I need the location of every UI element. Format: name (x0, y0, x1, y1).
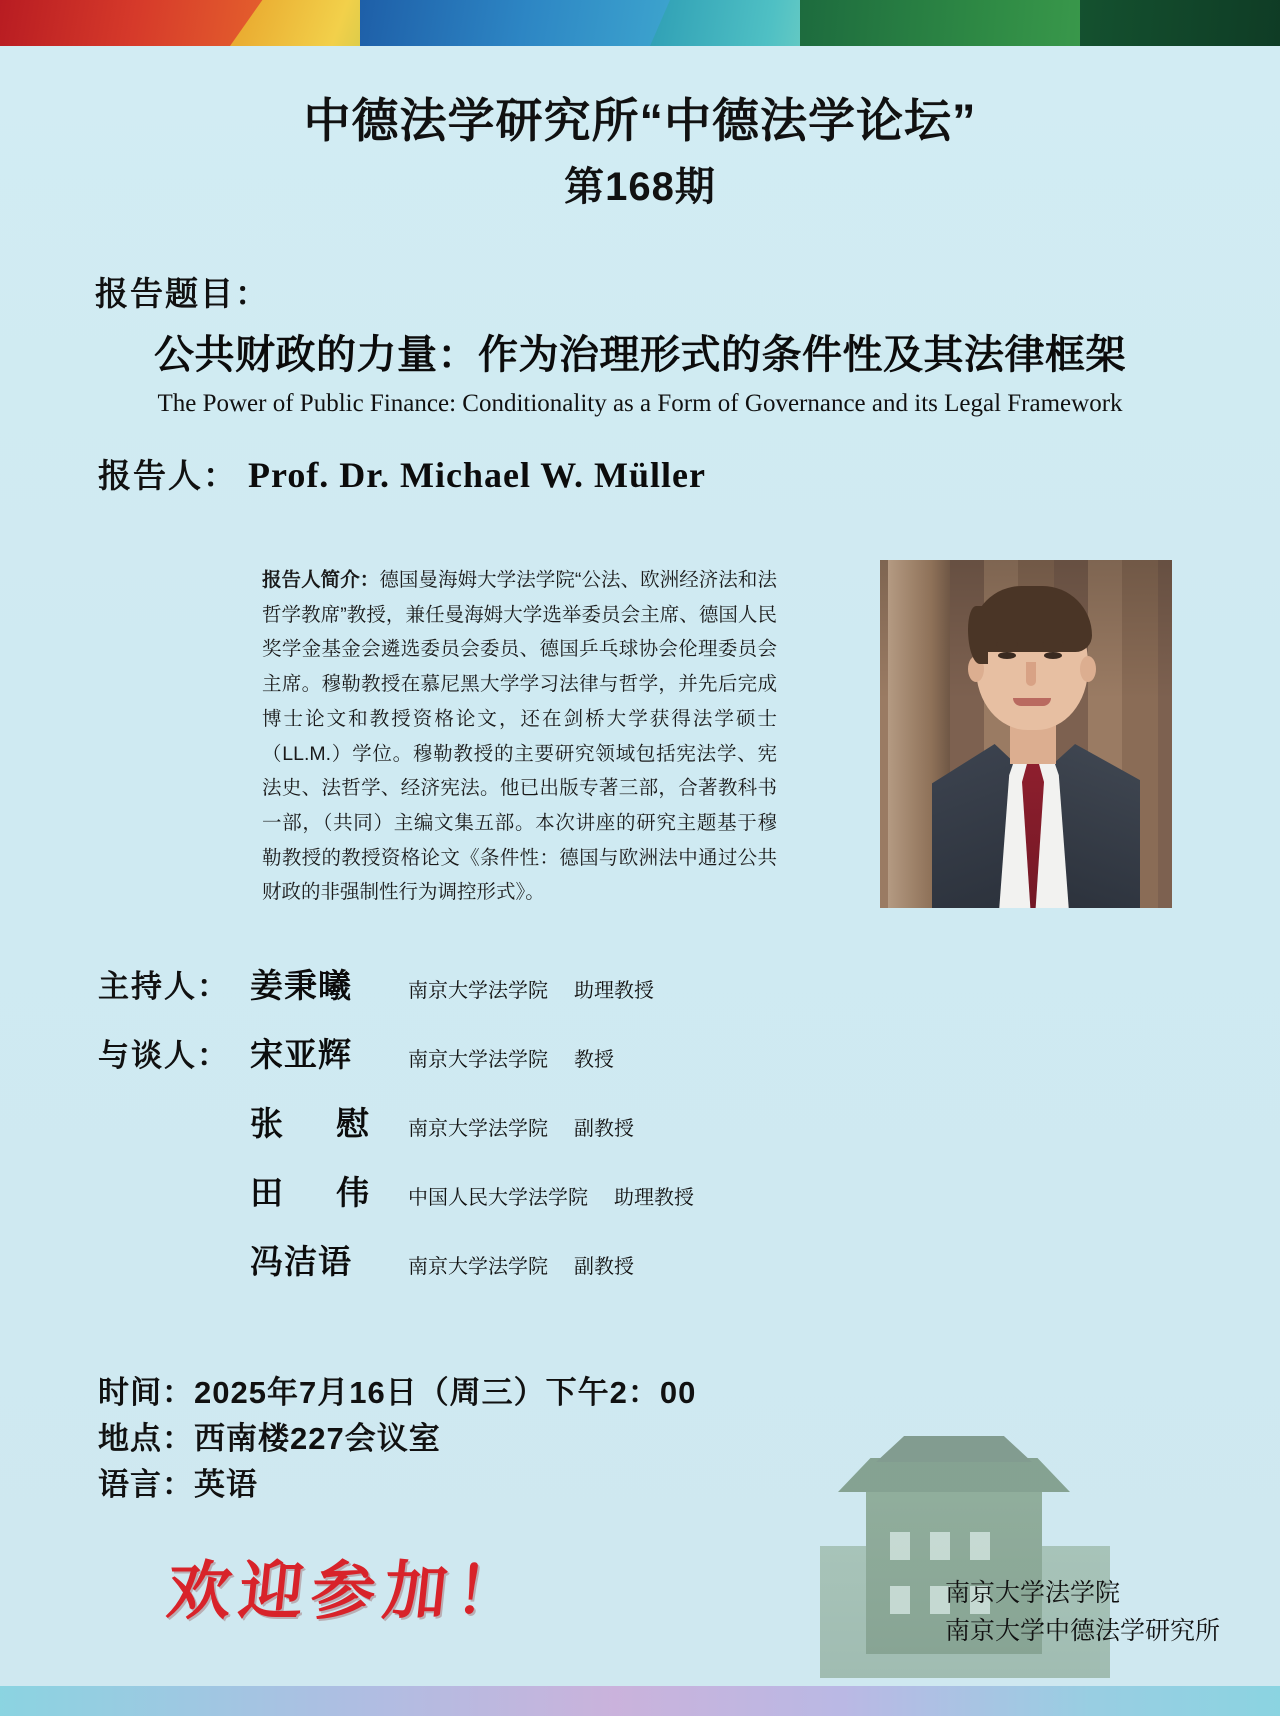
event-location: 地点：西南楼227会议室 (98, 1420, 441, 1456)
building-roof-upper (876, 1436, 1032, 1462)
participant-title: 副教授 (574, 1118, 634, 1140)
list-item (0, 1167, 1280, 1214)
portrait-mouth (1013, 698, 1051, 706)
participant-title: 助理教授 (614, 1187, 694, 1209)
page-title: 中德法学研究所“中德法学论坛” (303, 94, 977, 147)
portrait-ear-right (1080, 656, 1096, 682)
issue-number: 第168期 (564, 165, 716, 210)
participants-list (0, 960, 1280, 1305)
bio-label: 报告人简介： (262, 569, 380, 591)
speaker-block (98, 450, 706, 497)
participant-affiliation: 南京大学法学院 (408, 1049, 548, 1071)
event-time: 时间：2025年7月16日（周三）下午2：00 (98, 1375, 697, 1410)
participant-name: 张 慰 (250, 1105, 392, 1142)
participant-title: 副教授 (574, 1256, 634, 1278)
participant-title: 教授 (574, 1049, 614, 1071)
topic-title-english: The Power of Public Finance: Conditionality as a Form of Governance and its Legal Framework (157, 390, 1123, 417)
participant-affiliation: 南京大学法学院 (408, 1256, 548, 1278)
building-window (890, 1532, 910, 1560)
participant-name: 宋亚辉 (250, 1036, 352, 1073)
band-segment-blue (360, 0, 690, 46)
poster-title-block (0, 92, 1280, 212)
welcome-slogan: 欢迎参加！ (163, 1556, 532, 1627)
list-item (0, 1098, 1280, 1145)
building-window (930, 1532, 950, 1560)
portrait-eye-left (998, 652, 1016, 659)
bio-text: 德国曼海姆大学法学院“公法、欧洲经济法和法哲学教席”教授，兼任曼海姆大学选举委员会主席、德国人民奖学金基金会遴选委员会委员、德国乒乓球协会伦理委员会主席。穆勒教授在慕尼黑大学学习法律与哲学，并先后完成博士论文和教授资格论文，还在剑桥大学获得法学硕士（LL.M.）学位。穆勒教授的主要研究领域包括宪法学、宪法史、法哲学、经济宪法。他已出版专著三部，合著教科书一部，（共同）主编文集五部。本次讲座的研究主题基于穆勒教授的教授资格论文《条件性：德国与欧洲法中通过公共财政的非强制性行为调控形式》。 (262, 569, 777, 904)
organizer-school: 南京大学法学院 (944, 1579, 1120, 1607)
participant-affiliation: 南京大学法学院 (408, 980, 548, 1002)
participant-affiliation: 南京大学法学院 (408, 1118, 548, 1140)
speaker-portrait (880, 560, 1172, 908)
topic-title-chinese: 公共财政的力量：作为治理形式的条件性及其法律框架 (154, 333, 1126, 377)
event-details (98, 1370, 696, 1508)
participant-affiliation: 中国人民大学法学院 (408, 1187, 588, 1209)
portrait-eyebrow-right (1042, 642, 1064, 647)
list-item (0, 960, 1280, 1007)
participant-name: 姜秉曦 (250, 967, 352, 1004)
participant-title: 助理教授 (574, 980, 654, 1002)
participant-name: 田 伟 (250, 1174, 392, 1211)
participant-role: 主持人： (98, 969, 230, 1004)
list-item (0, 1029, 1280, 1076)
speaker-bio (262, 563, 777, 910)
bottom-decorative-band (0, 1686, 1280, 1716)
organizer-institute: 南京大学中德法学研究所 (944, 1616, 1220, 1645)
speaker-name: Prof. Dr. Michael W. Müller (248, 455, 706, 495)
speaker-label: 报告人： (98, 457, 238, 494)
list-item (0, 1236, 1280, 1283)
building-window (890, 1586, 910, 1614)
portrait-nose (1026, 662, 1036, 686)
event-language: 语言：英语 (98, 1466, 258, 1502)
participant-name: 冯洁语 (250, 1243, 352, 1280)
portrait-eyebrow-left (996, 642, 1018, 647)
topic-label: 报告题目： (95, 275, 270, 312)
building-roof-lower (838, 1458, 1070, 1492)
portrait-eye-right (1044, 652, 1062, 659)
building-window (970, 1532, 990, 1560)
participant-role: 与谈人： (98, 1038, 230, 1073)
band-segment-dark-green (1080, 0, 1280, 46)
organizer-block (945, 1575, 1220, 1650)
top-decorative-band (0, 0, 1280, 46)
